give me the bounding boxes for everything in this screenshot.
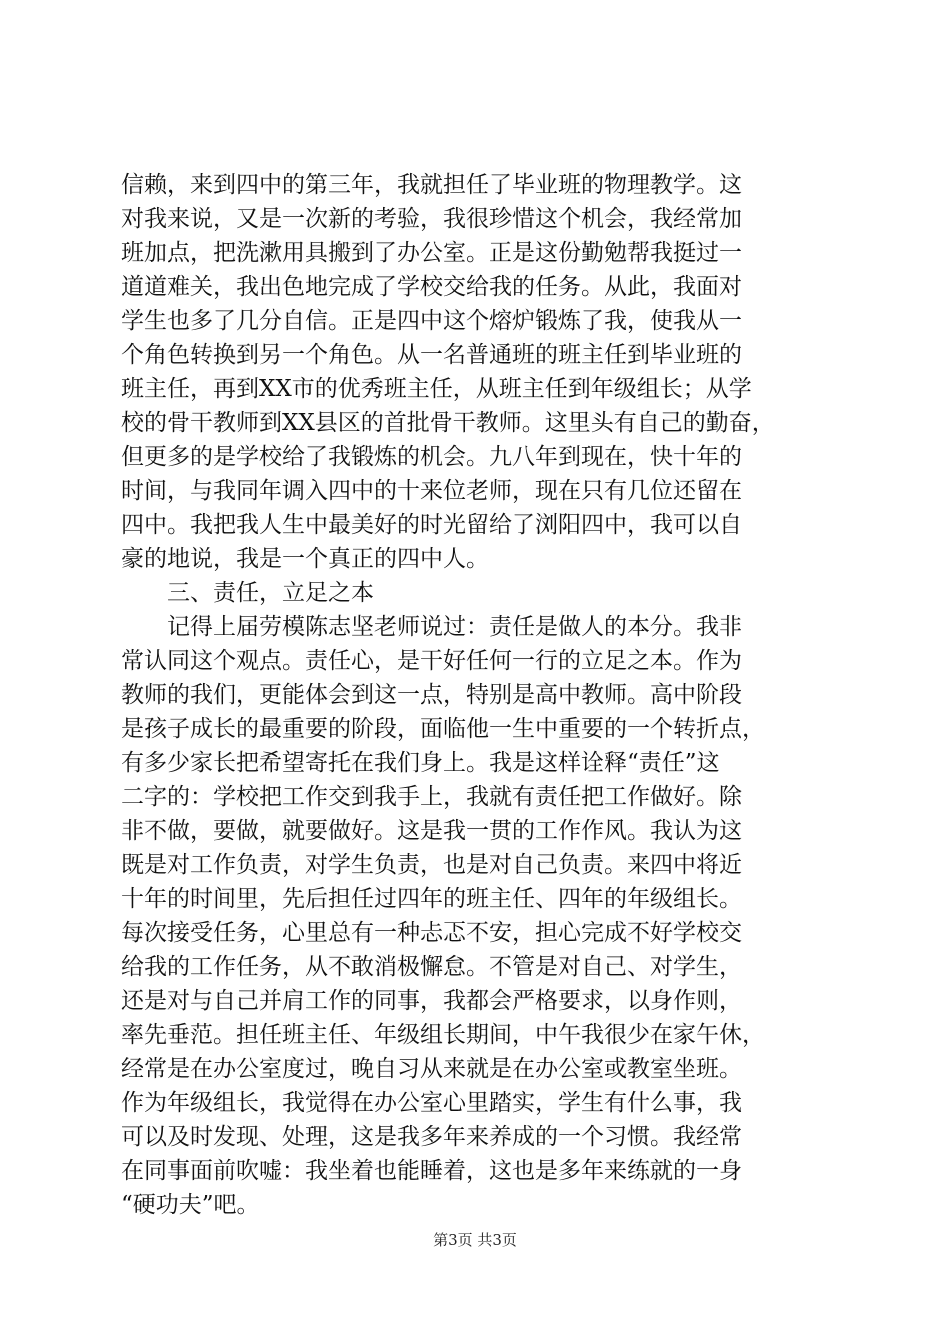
text-line: “硬功夫”吧。	[121, 1192, 260, 1218]
text-line: 豪的地说，我是一个真正的四中人。	[121, 546, 489, 572]
text-line: 可以及时发现、处理，这是我多年来养成的一个习惯。我经常	[121, 1124, 742, 1150]
text-line: 还是对与自己并肩工作的同事，我都会严格要求，以身作则，	[121, 988, 742, 1014]
text-line: 校的骨干教师到XX县区的首批骨干教师。这里头有自己的勤奋，	[121, 410, 775, 436]
text-line: 率先垂范。担任班主任、年级组长期间，中午我很少在家午休，	[121, 1022, 765, 1048]
text-line: 个角色转换到另一个角色。从一名普通班的班主任到毕业班的	[121, 342, 742, 368]
text-line: 既是对工作负责，对学生负责，也是对自己负责。来四中将近	[121, 852, 742, 878]
text-line: 有多少家长把希望寄托在我们身上。我是这样诠释“责任”这	[121, 750, 720, 776]
text-line: 道道难关，我出色地完成了学校交给我的任务。从此，我面对	[121, 274, 742, 300]
text-line: 常认同这个观点。责任心，是干好任何一行的立足之本。作为	[121, 648, 742, 674]
text-line: 每次接受任务，心里总有一种忐忑不安，担心完成不好学校交	[121, 920, 742, 946]
text-line: 在同事面前吹嘘：我坐着也能睡着，这也是多年来练就的一身	[121, 1158, 742, 1184]
text-line: 作为年级组长，我觉得在办公室心里踏实，学生有什么事，我	[121, 1090, 742, 1116]
text-line: 二字的：学校把工作交到我手上，我就有责任把工作做好。除	[121, 784, 742, 810]
section-heading: 三、责任，立足之本	[121, 580, 374, 606]
text-line: 班加点，把洗漱用具搬到了办公室。正是这份勤勉帮我挺过一	[121, 240, 742, 266]
text-line: 教师的我们，更能体会到这一点，特别是高中教师。高中阶段	[121, 682, 742, 708]
text-line: 信赖，来到四中的第三年，我就担任了毕业班的物理教学。这	[121, 172, 742, 198]
text-line: 给我的工作任务，从不敢消极懈怠。不管是对自己、对学生，	[121, 954, 742, 980]
text-line: 经常是在办公室度过，晚自习从来就是在办公室或教室坐班。	[121, 1056, 742, 1082]
document-body	[121, 168, 833, 1222]
text-line: 四中。我把我人生中最美好的时光留给了浏阳四中，我可以自	[121, 512, 742, 538]
text-line: 非不做，要做，就要做好。这是我一贯的工作作风。我认为这	[121, 818, 742, 844]
text-line: 十年的时间里，先后担任过四年的班主任、四年的年级组长。	[121, 886, 742, 912]
text-line: 但更多的是学校给了我锻炼的机会。九八年到现在，快十年的	[121, 444, 742, 470]
text-line: 对我来说，又是一次新的考验，我很珍惜这个机会，我经常加	[121, 206, 742, 232]
text-line: 记得上届劳模陈志坚老师说过：责任是做人的本分。我非	[121, 614, 742, 640]
page-number-footer: 第3页 共3页	[433, 1231, 517, 1249]
text-line: 班主任，再到XX市的优秀班主任，从班主任到年级组长；从学	[121, 376, 752, 402]
text-line: 是孩子成长的最重要的阶段，面临他一生中重要的一个转折点，	[121, 716, 765, 742]
text-line: 时间，与我同年调入四中的十来位老师，现在只有几位还留在	[121, 478, 742, 504]
text-line: 学生也多了几分自信。正是四中这个熔炉锻炼了我，使我从一	[121, 308, 742, 334]
